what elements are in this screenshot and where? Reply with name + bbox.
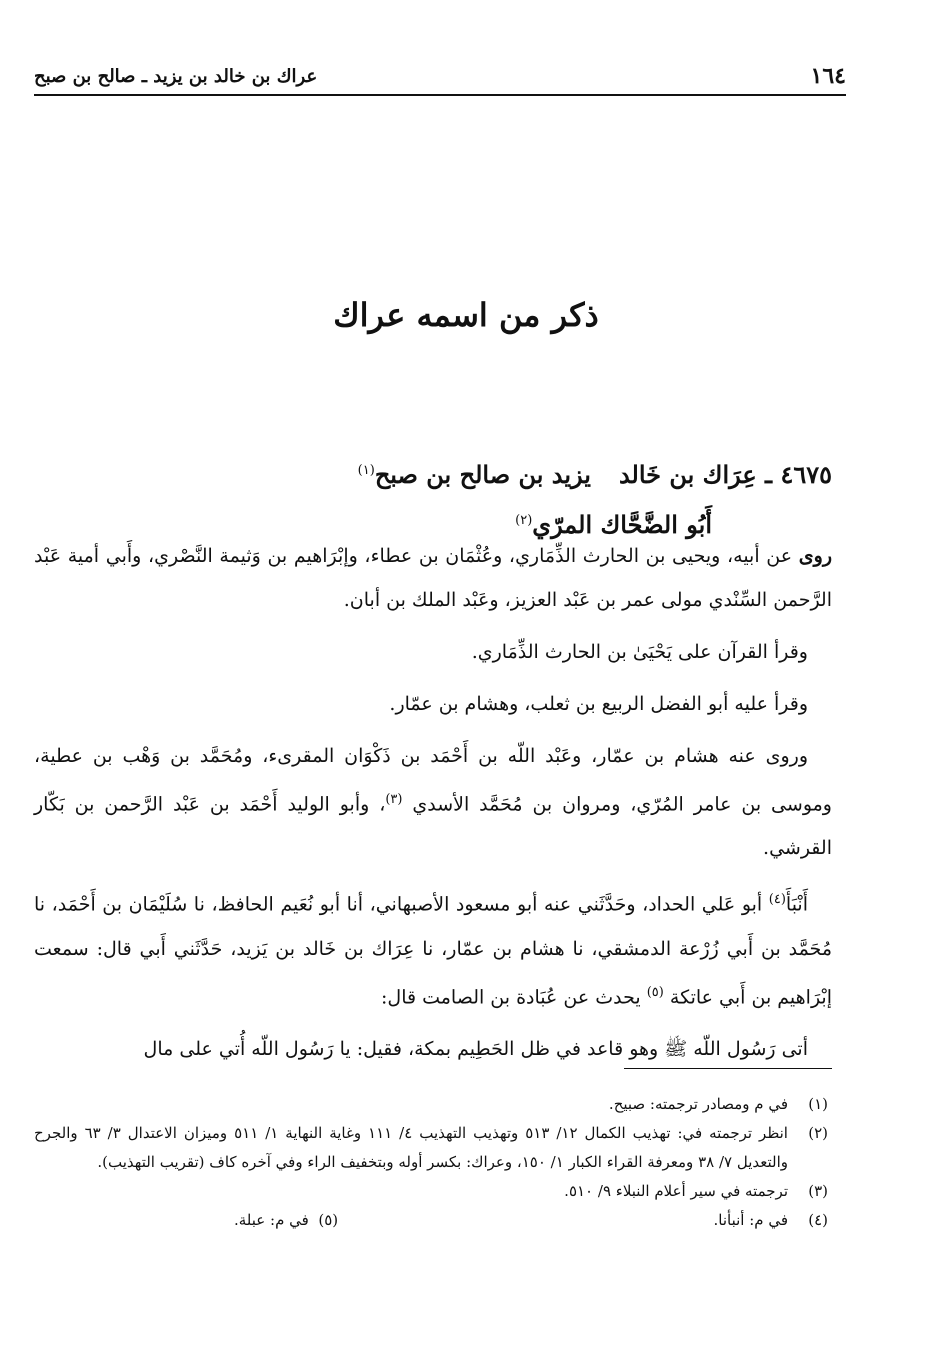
running-header — [34, 58, 846, 96]
paragraph-students-reading: وقرأ عليه أبو الفضل الربيع بن ثعلب، وهشام بن عمّار. — [389, 693, 808, 715]
paragraph-narrators-text: عن أبيه، ويحيى بن الحارث الذِّمَاري، وعُثْمَان بن عطاء، وإبْرَاهيم بن وَثيمة النَّصْري، وأَبي أمية عَبْد الرَّحمن السِّنْدي مولى عمر بن عَبْد العزيز، وعَبْد الملك بن أبان. — [34, 545, 832, 611]
running-title: عراك بن خالد بن يزيد ـ صالح بن صبح — [34, 65, 318, 87]
paragraph-isnad-text: أبو عَلي الحداد، وحَدَّثَني عنه أبو مسعود الأصبهاني، أنا أبو نُعَيم الحافظ، نا سُلَيْمَان بن أَحْمَد، نا مُحَمَّد بن أَبي زُرْعة الدمشقي، نا هشام بن عمّار، نا عِرَاك بن خَالد بن يَزيد، حَدَّثَني أَبي قال: سمعت إبْرَاهيم بن أَبي عاتكة — [34, 893, 832, 1008]
paragraph-transmitters-text-b: ، وأبو الوليد أَحْمَد بن عَبْد الرَّحمن بن بَكّار القرشي. — [34, 793, 832, 860]
footnotes — [34, 1090, 828, 1235]
footnote-3 — [34, 1177, 828, 1206]
paragraph-hadith: أتى رَسُول اللّه ﷺ وهو قاعد في ظل الحَطِيم بمكة، فقيل: يا رَسُول اللّه أُتي على مال — [143, 1037, 808, 1060]
footnote-text: في م ومصادر ترجمته: صبيح. — [608, 1095, 788, 1113]
footnote-ref-5: (٥) — [646, 984, 664, 1000]
body-text — [34, 534, 832, 1079]
paragraph-isnad-opening: أَنْبَأَ — [785, 893, 808, 916]
paragraph-isnad-ending: يحدث عن عُبَادة بن الصامت قال: — [380, 985, 641, 1008]
paragraph-narrators — [34, 534, 832, 622]
footnote-text: انظر ترجمته في: تهذيب الكمال ١٢/ ٥١٣ وتهذيب التهذيب ٤/ ١١١ وغاية النهاية ١/ ٥١١ وميزان الاعتدال ٣/ ٦٣ والجرح والتعديل ٧/ ٣٨ ومعرفة القراء الكبار ١/ ١٥٠، وعراك: بكسر أوله وبتخفيف الراء وفي آخره كاف (تقريب التهذيب). — [34, 1124, 788, 1171]
footnote-number: (١) — [808, 1095, 828, 1113]
paragraph-transmitters — [34, 734, 832, 870]
footnote-text: في م: عبلة. — [234, 1211, 309, 1229]
paragraph-transmitters-text-a: وروى عنه هشام بن عمّار، وعَبْد اللّه بن أَحْمَد بن ذَكْوَان المقرىء، ومُحَمَّد بن وَهْب بن عطية، وموسى بن عامر المُرّي، ومروان بن مُحَمَّد الأسدي — [34, 745, 832, 816]
footnote-1 — [34, 1090, 828, 1119]
paragraph-lead-word: روى — [798, 545, 832, 567]
footnote-separator — [624, 1068, 832, 1069]
footnote-ref-1: (١) — [357, 463, 375, 478]
footnote-text: في م: أنبأنا. — [713, 1211, 788, 1229]
entry-number-name: ٤٦٧٥ ـ عِرَاك بن خَالد — [618, 460, 832, 489]
footnote-number: (٤) — [808, 1211, 828, 1229]
entry-heading — [180, 448, 832, 548]
entry-kunya: أَبُو الضَّحَّاك المرّي — [532, 510, 712, 539]
footnote-4-5 — [34, 1206, 828, 1235]
paragraph-quran-reading: وقرأ القرآن على يَحْيَىٰ بن الحارث الذِّمَاري. — [471, 641, 808, 663]
footnote-number: (٥) — [318, 1211, 339, 1229]
footnote-ref-4: (٤) — [768, 892, 786, 908]
footnote-ref-2: (٢) — [515, 513, 533, 528]
footnote-number: (٢) — [808, 1124, 828, 1142]
footnote-ref-3: (٣) — [385, 792, 403, 807]
page-number: ١٦٤ — [810, 63, 846, 89]
footnote-2 — [34, 1119, 828, 1177]
entry-lineage: يزيد بن صالح بن صبح — [374, 460, 591, 489]
section-title: ذكر من اسمه عراك — [333, 296, 599, 334]
footnote-text: ترجمته في سير أعلام النبلاء ٩/ ٥١٠. — [564, 1182, 788, 1200]
footnote-number: (٣) — [808, 1182, 828, 1200]
paragraph-isnad — [34, 878, 832, 1019]
